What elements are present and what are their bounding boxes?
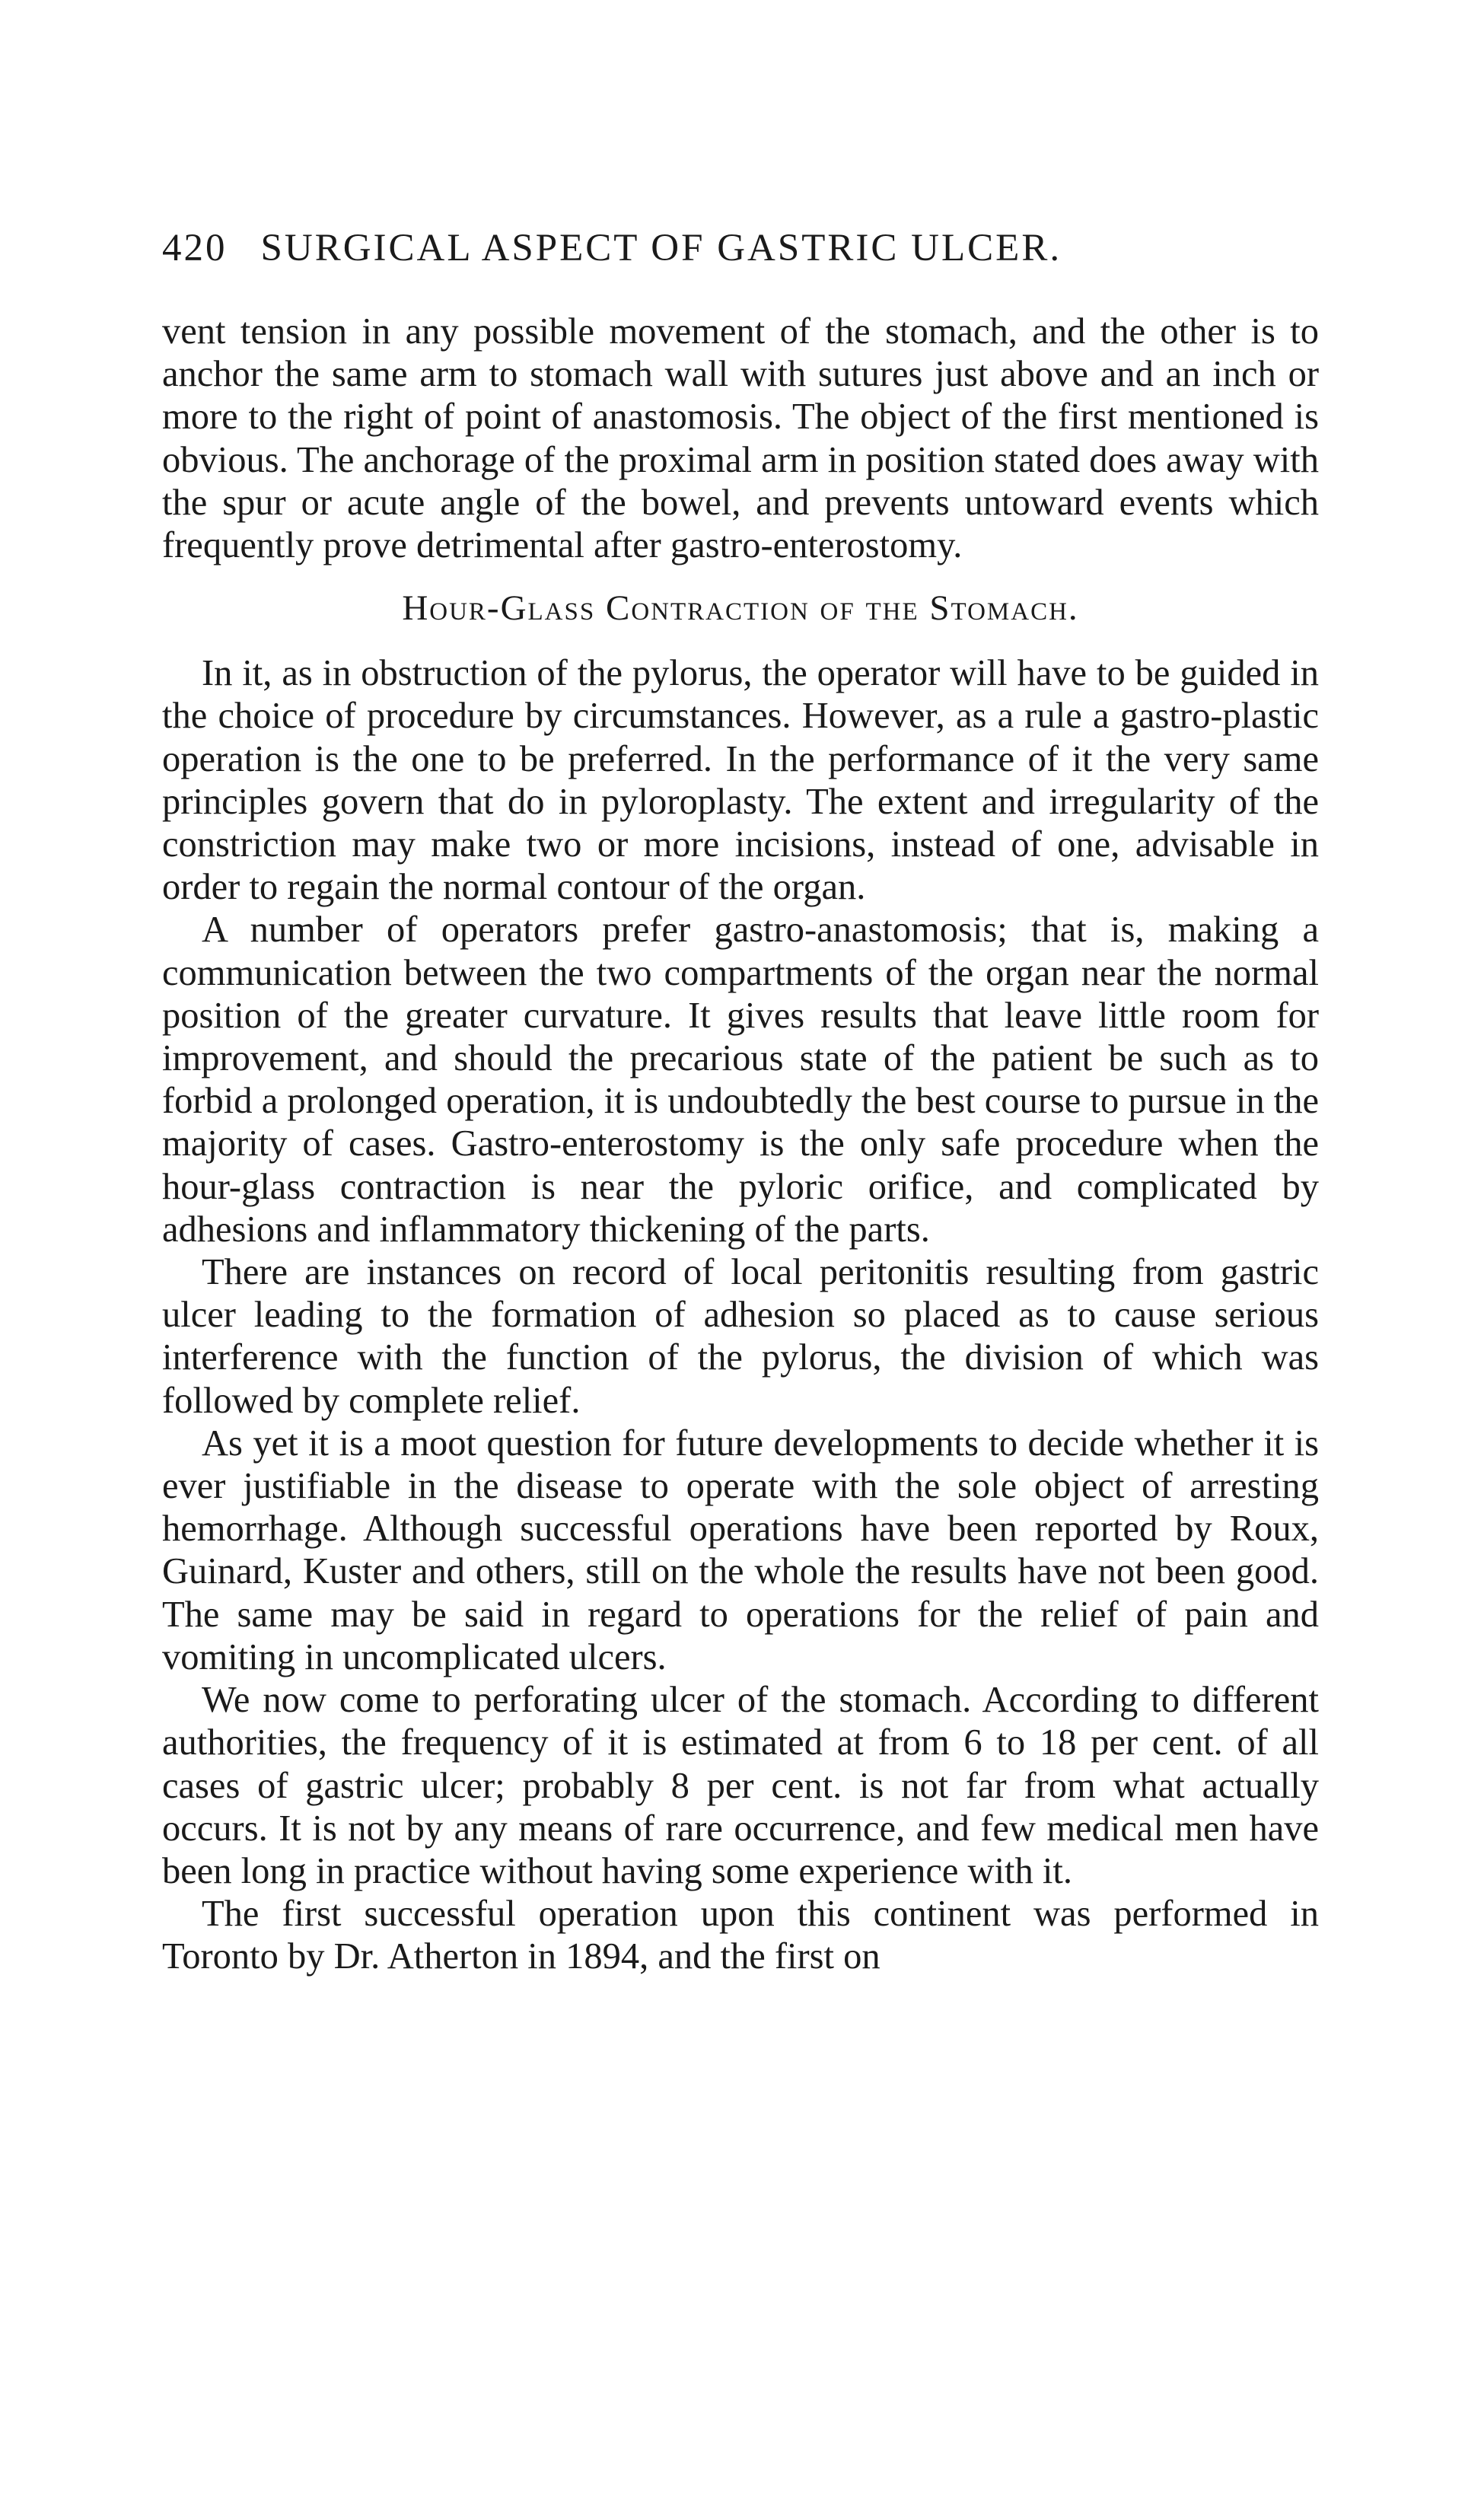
running-head bbox=[162, 225, 1319, 271]
page-number: 420 bbox=[162, 227, 228, 269]
paragraph: A number of operators prefer gastro-anastomosis; that is, making a communication between the two compartments of the organ near the normal position of the greater curvature. It gives results that leave little room for improvement, and should the precarious state of the patient be such as to forbid a prolonged operation, it is undoubtedly the best course to pursue in the majority of cases. Gastro-enterostomy is the only safe procedure when the hour-glass contraction is near the pyloric orifice, and complicated by adhesions and inflammatory thickening of the parts. bbox=[162, 910, 1319, 1250]
paragraph-continuation: vent tension in any possible movement of the stomach, and the other is to anchor the same arm to stomach wall with sutures just above and an inch or more to the right of point of anastomosis. The object of the first mentioned is obvious. The anchorage of the proximal arm in position stated does away with the spur or acute angle of the bowel, and prevents untoward events which frequently prove detrimental after gastro-enterostomy. bbox=[162, 311, 1319, 566]
section-heading: Hour-Glass Contraction of the Stomach. bbox=[402, 588, 1079, 629]
paragraph: In it, as in obstruction of the pylorus, the operator will have to be guided in the choice of procedure by circumstances. However, as a rule a gastro-plastic operation is the one to be preferred. In the performance of it the very same principles govern that do in pyloroplasty. The extent and irregularity of the constriction may make two or more incisions, instead of one, advisable in order to regain the normal contour of the organ. bbox=[162, 653, 1319, 908]
paragraph: As yet it is a moot question for future developments to decide whether it is ever justifiable in the disease to operate with the sole object of arresting hemorrhage. Although successful operations have been reported by Roux, Guinard, Kuster and others, still on the whole the results have not been good. The same may be said in regard to operations for the relief of pain and vomiting in uncomplicated ulcers. bbox=[162, 1422, 1319, 1677]
paragraph-last: The first successful operation upon this continent was performed in Toronto by Dr. Atherton in 1894, and the first on bbox=[162, 1894, 1319, 1977]
running-title: SURGICAL ASPECT OF GASTRIC ULCER. bbox=[260, 227, 1062, 269]
body-text bbox=[162, 311, 1319, 1979]
paragraph: There are instances on record of local peritonitis resulting from gastric ulcer leading to the formation of adhesion so placed as to cause serious interference with the function of the pylorus, the division of which was followed by complete relief. bbox=[162, 1252, 1319, 1421]
paragraph: We now come to perforating ulcer of the stomach. According to different authorities, the frequency of it is estimated at from 6 to 18 per cent. of all cases of gastric ulcer; probably 8 per cent. is not far from what actually occurs. It is not by any means of rare occurrence, and few medical men have been long in practice without having some experience with it. bbox=[162, 1680, 1319, 1891]
